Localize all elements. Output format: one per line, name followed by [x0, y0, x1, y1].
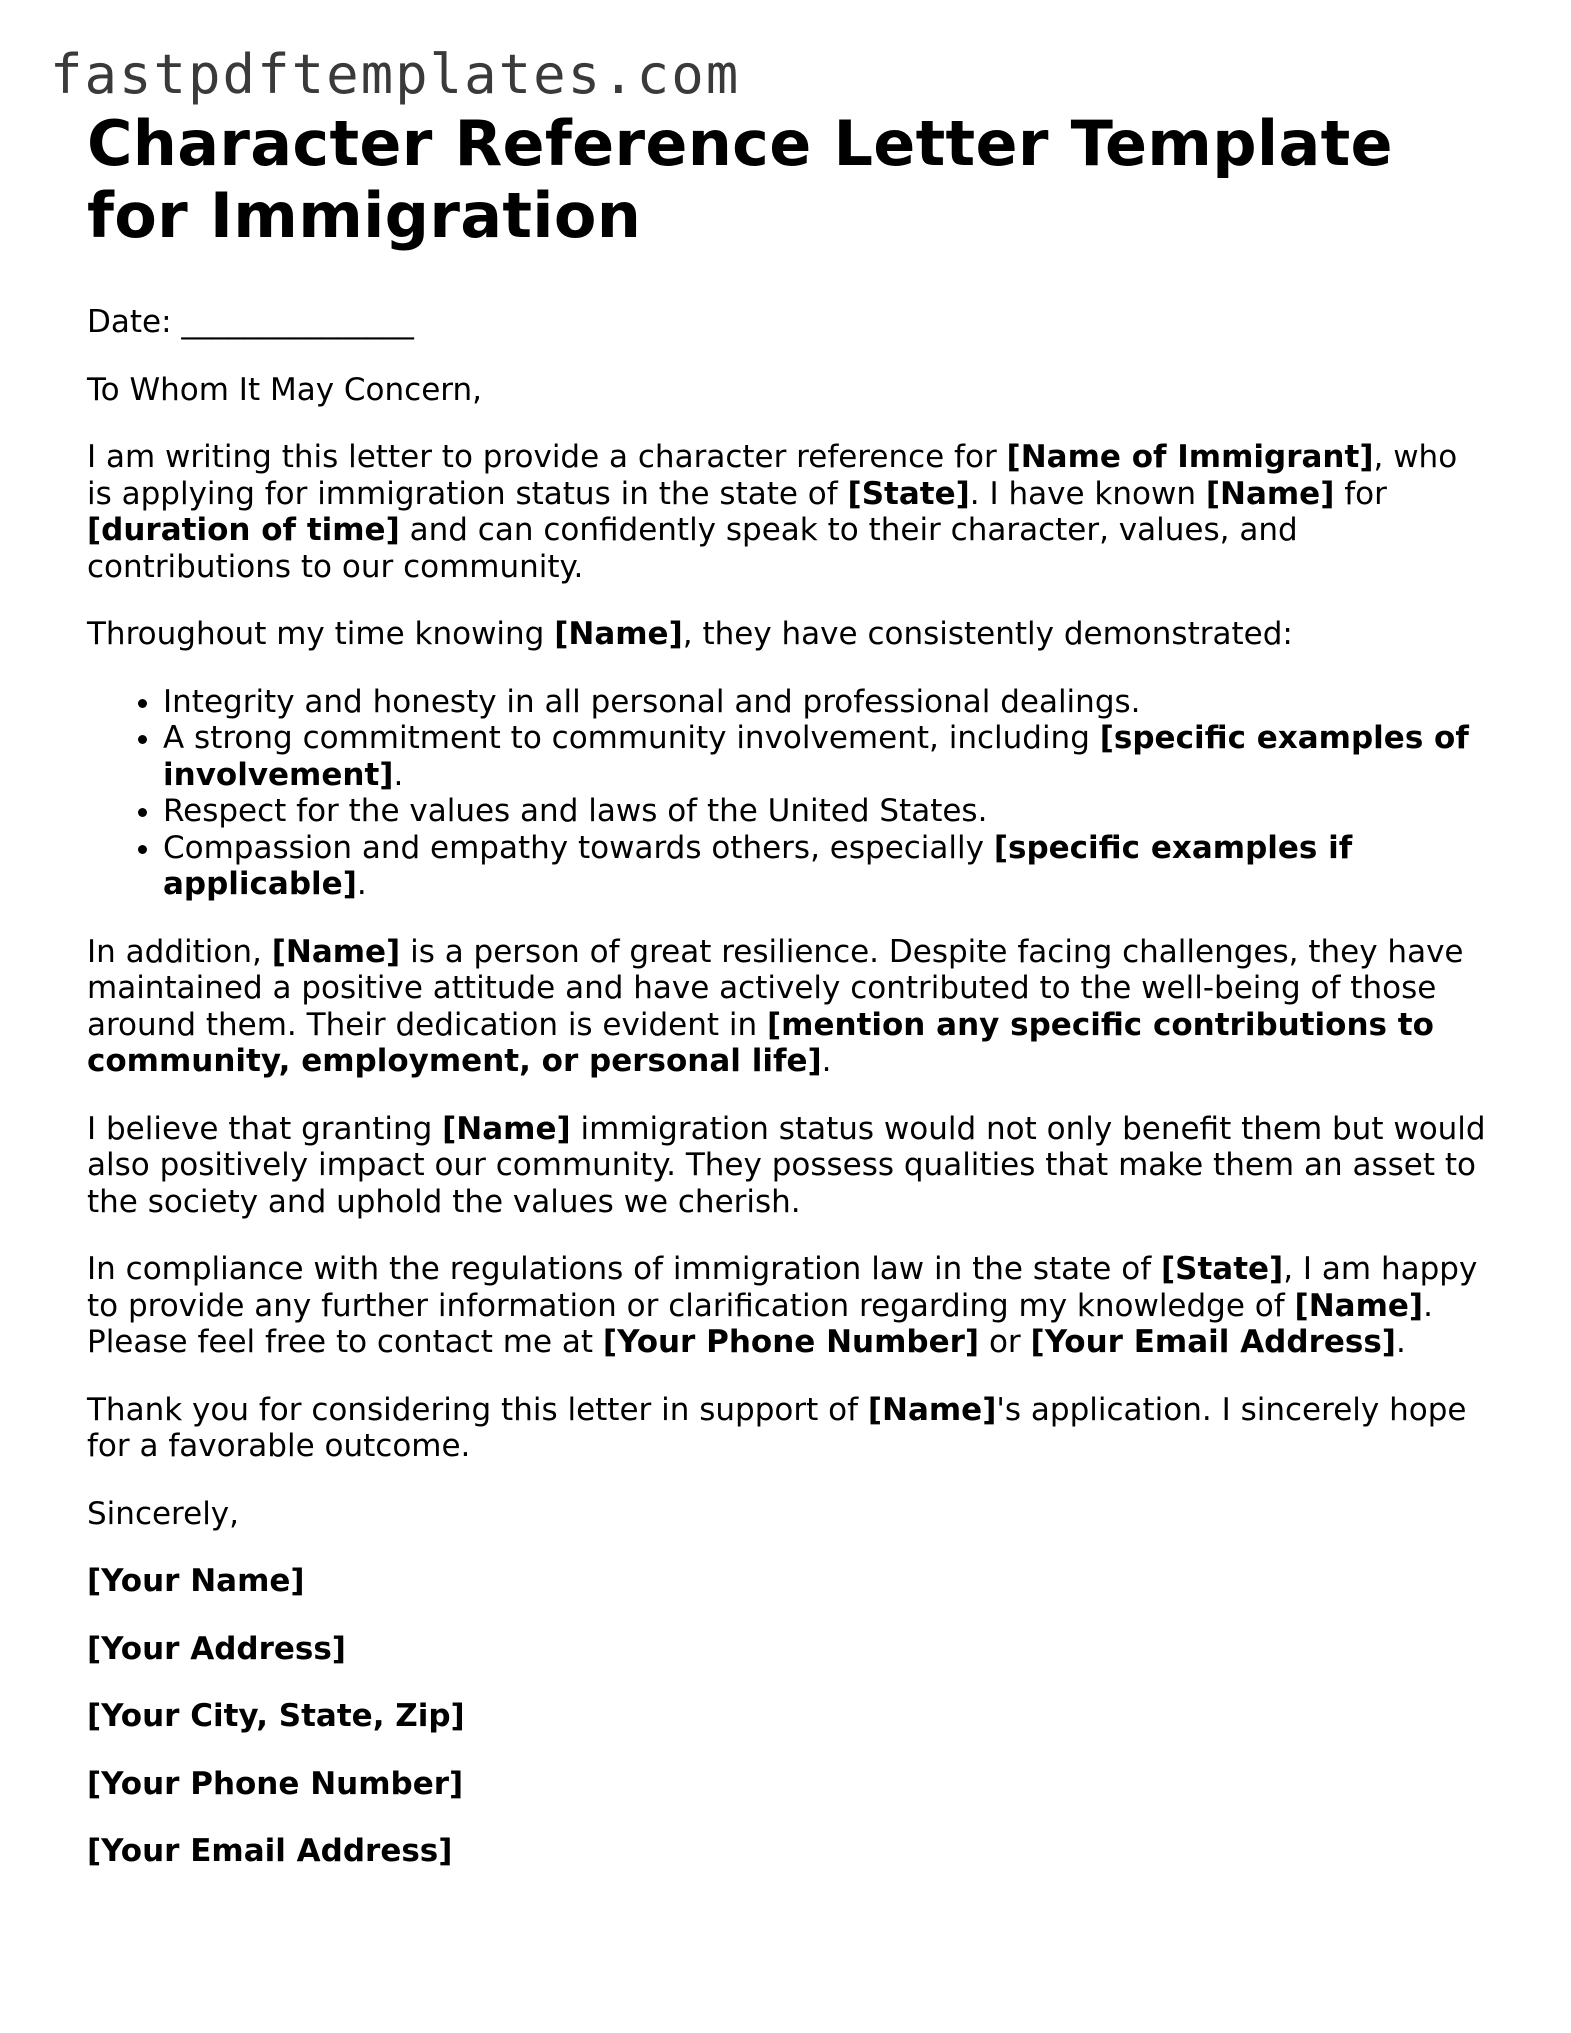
placeholder-name: [Name] — [442, 1110, 571, 1147]
text: , they have consistently demonstrated: — [682, 616, 1293, 652]
placeholder-name: [Name] — [1205, 475, 1335, 512]
placeholder-name: [Name] — [1294, 1287, 1424, 1324]
text: In compliance with the regulations of immigration law in the state of — [87, 1251, 1161, 1287]
signature-city: [Your City, State, Zip] — [87, 1698, 465, 1734]
placeholder-name: [Name] — [271, 933, 401, 970]
date-line: Date: _______________ — [87, 304, 414, 340]
signature-email: [Your Email Address] — [87, 1833, 453, 1869]
list-item — [163, 720, 1487, 793]
text: and can confidently speak to their character, values, and contributions to our community. — [87, 512, 1298, 585]
text: I am writing this letter to provide a character reference for — [87, 439, 1007, 475]
placeholder-state: [State] — [847, 475, 970, 512]
paragraph-intro — [87, 439, 1487, 585]
signature-name: [Your Name] — [87, 1563, 305, 1599]
text: . — [356, 866, 367, 902]
paragraph-belief — [87, 1111, 1487, 1221]
placeholder-duration: [duration of time] — [87, 512, 400, 548]
placeholder-phone: [Your Phone Number] — [602, 1324, 980, 1360]
paragraph-demonstrated — [87, 616, 1487, 653]
letter-document — [87, 108, 1487, 1901]
placeholder-name-of-immigrant: [Name of Immigrant] — [1006, 439, 1374, 475]
text: A strong commitment to community involvement, including — [163, 720, 1100, 756]
text: . — [1395, 1324, 1406, 1360]
text: immigration status would not only benefit them but would also positively impact our community. They possess qualities that make them an asset to the society and uphold the values we cherish. — [87, 1110, 1486, 1220]
text: 's application. I sincerely hope for a favorable outcome. — [87, 1391, 1467, 1464]
page-title: Character Reference Letter Template for Immigration — [87, 107, 1393, 252]
list-item: • Integrity and honesty in all personal and professional dealings. — [163, 684, 1487, 721]
salutation: To Whom It May Concern, — [87, 371, 482, 408]
text: In addition, — [87, 933, 272, 970]
signature-address: [Your Address] — [87, 1630, 346, 1667]
closing: Sincerely, — [87, 1495, 240, 1532]
placeholder-name: [Name] — [867, 1391, 997, 1428]
paragraph-thanks — [87, 1392, 1487, 1465]
text: Throughout my time knowing — [87, 616, 555, 652]
text: for — [1334, 475, 1387, 512]
text: . Please feel free to contact me at — [87, 1287, 1433, 1360]
paragraph-resilience — [87, 934, 1487, 1080]
text: , who is applying for immigration status in the state of — [87, 439, 1458, 512]
placeholder-involvement-examples: [specific examples of involvement] — [163, 720, 1469, 793]
paragraph-compliance — [87, 1251, 1487, 1361]
text: . — [393, 756, 404, 793]
placeholder-state: [State] — [1160, 1251, 1284, 1287]
text: I believe that granting — [87, 1110, 443, 1147]
signature-phone: [Your Phone Number] — [87, 1765, 464, 1802]
text: Compassion and empathy towards others, especially — [163, 829, 994, 866]
placeholder-email: [Your Email Address] — [1030, 1324, 1396, 1360]
placeholder-contributions: [mention any specific contributions to community, employment, or personal life] — [87, 1006, 1434, 1079]
placeholder-name: [Name] — [554, 616, 683, 652]
qualities-list — [87, 684, 1487, 903]
list-item: • Respect for the values and laws of the United States. — [163, 793, 1487, 830]
text: , I am happy to provide any further information or clarification regarding my knowledge of — [87, 1251, 1478, 1324]
text: is a person of great resilience. Despite facing challenges, they have maintained a positive attitude and have actively contributed to the well-being of those around them. Their dedication is evident in — [87, 933, 1464, 1043]
text: . — [821, 1043, 832, 1079]
placeholder-compassion-examples: [specific examples if applicable] — [163, 829, 1353, 902]
text: . I have known — [969, 475, 1206, 512]
text: or — [979, 1324, 1031, 1360]
list-item — [163, 830, 1487, 903]
watermark: fastpdftemplates.com — [50, 43, 741, 106]
text: Thank you for considering this letter in support of — [87, 1391, 868, 1428]
